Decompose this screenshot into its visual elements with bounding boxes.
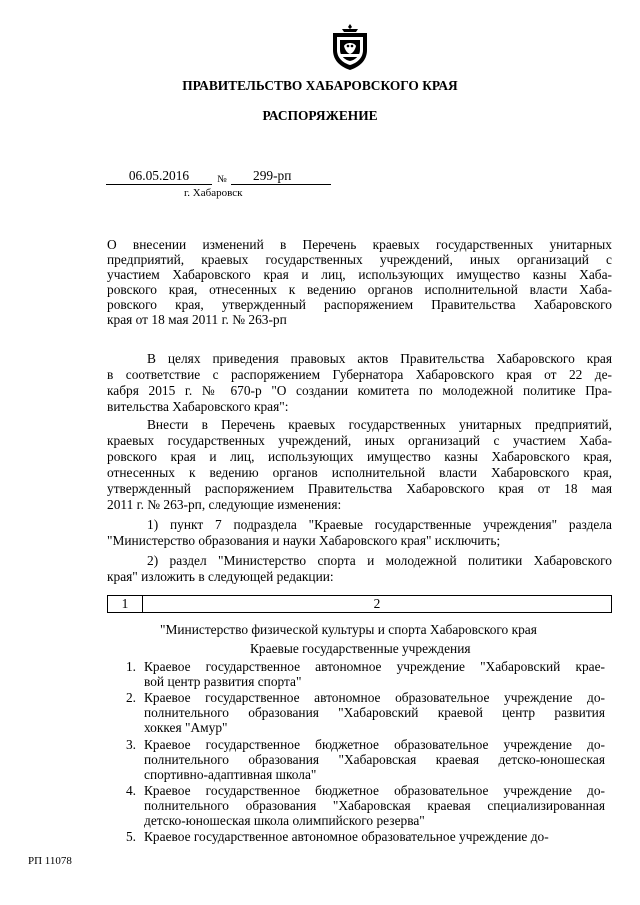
list-item-number: 2.: [125, 690, 136, 705]
table-header-row: [107, 595, 612, 613]
subject-line-4: ровского края, отнесенных к ведению органов исполнительной власти Хаба-: [107, 282, 612, 297]
list-item-line: детско-юношеская школа олимпийского резерва": [144, 813, 425, 828]
document-city: г. Хабаровск: [184, 187, 243, 199]
list-item-line: полнительного образования "Хабаровская краевая детско-юношеская: [144, 752, 605, 767]
subject-line-6: края от 18 мая 2011 г. № 263-рп: [107, 312, 287, 327]
list-item-line: спортивно-адаптивная школа": [144, 767, 317, 782]
section-title: "Министерство физической культуры и спорта Хабаровского края: [160, 622, 537, 637]
document-date: 06.05.2016: [106, 168, 212, 185]
body-line-6: краевых государственных учреждений, иных организаций с участием Хаба-: [107, 433, 612, 448]
list-item-number: 3.: [125, 737, 136, 752]
coat-of-arms-icon: [328, 20, 372, 72]
body-line-4: вительства Хабаровского края":: [107, 399, 289, 414]
body-line-5: Внести в Перечень краевых государственных унитарных предприятий,: [147, 417, 612, 432]
number-sign: №: [217, 174, 227, 185]
body-line-12: "Министерство образования и науки Хабаровского края" исключить;: [107, 533, 501, 548]
subsection-title: Краевые государственные учреждения: [250, 641, 471, 656]
list-item-number: 4.: [125, 783, 136, 798]
footer-code: РП 11078: [28, 855, 72, 867]
body-line-8: отнесенных к ведению органов исполнительной власти Хабаровского края,: [107, 465, 612, 480]
body-line-14: края" изложить в следующей редакции:: [107, 569, 334, 584]
document-type-title: РАСПОРЯЖЕНИЕ: [262, 108, 378, 123]
list-item-line: вой центр развития спорта": [144, 674, 302, 689]
body-line-9: утвержденный распоряжением Правительства Хабаровского края от 18 мая: [107, 481, 612, 496]
body-line-10: 2011 г. № 263-рп, следующие изменения:: [107, 497, 342, 512]
government-title: ПРАВИТЕЛЬСТВО ХАБАРОВСКОГО КРАЯ: [182, 78, 458, 93]
list-item-line: Краевое государственное бюджетное образовательное учреждение до-: [144, 737, 605, 752]
list-item-number: 1.: [125, 659, 136, 674]
list-item-number: 5.: [125, 829, 136, 844]
list-item-line: полнительного образования "Хабаровская краевая специализированная: [144, 798, 605, 813]
body-line-3: кабря 2015 г. № 670-р "О создании комитета по молодежной политике Пра-: [107, 383, 612, 398]
body-line-1: В целях приведения правовых актов Правительства Хабаровского края: [147, 351, 612, 366]
list-item-line: хоккея "Амур": [144, 720, 228, 735]
list-item-line: Краевое государственное бюджетное образовательное учреждение до-: [144, 783, 605, 798]
list-item-line: полнительного образования "Хабаровский краевой центр развития: [144, 705, 605, 720]
table-header-col-2: 2: [373, 596, 381, 611]
body-line-2: в соответствие с распоряжением Губернатора Хабаровского края от 22 де-: [107, 367, 612, 382]
body-line-7: ровского края и лиц, использующих имущество казны Хабаровского края,: [107, 449, 612, 464]
list-item-line: Краевое государственное автономное образовательное учреждение до-: [144, 829, 549, 844]
subject-line-5: ровского края, утвержденный распоряжением Правительства Хабаровского: [107, 297, 612, 312]
subject-line-1: О внесении изменений в Перечень краевых государственных унитарных: [107, 237, 612, 252]
body-line-11: 1) пункт 7 подраздела "Краевые государственные учреждения" раздела: [147, 517, 612, 532]
table-header-col-1: 1: [108, 596, 143, 612]
document-number: 299-рп: [231, 168, 331, 185]
body-line-13: 2) раздел "Министерство спорта и молодежной политики Хабаровского: [147, 553, 612, 568]
list-item-line: Краевое государственное автономное учреждение "Хабаровский крае-: [144, 659, 605, 674]
list-item-line: Краевое государственное автономное образовательное учреждение до-: [144, 690, 605, 705]
subject-line-2: предприятий, краевых государственных учреждений, иных организаций с: [107, 252, 612, 267]
subject-line-3: участием Хабаровского края и лиц, использующих имущество казны Хаба-: [107, 267, 612, 282]
